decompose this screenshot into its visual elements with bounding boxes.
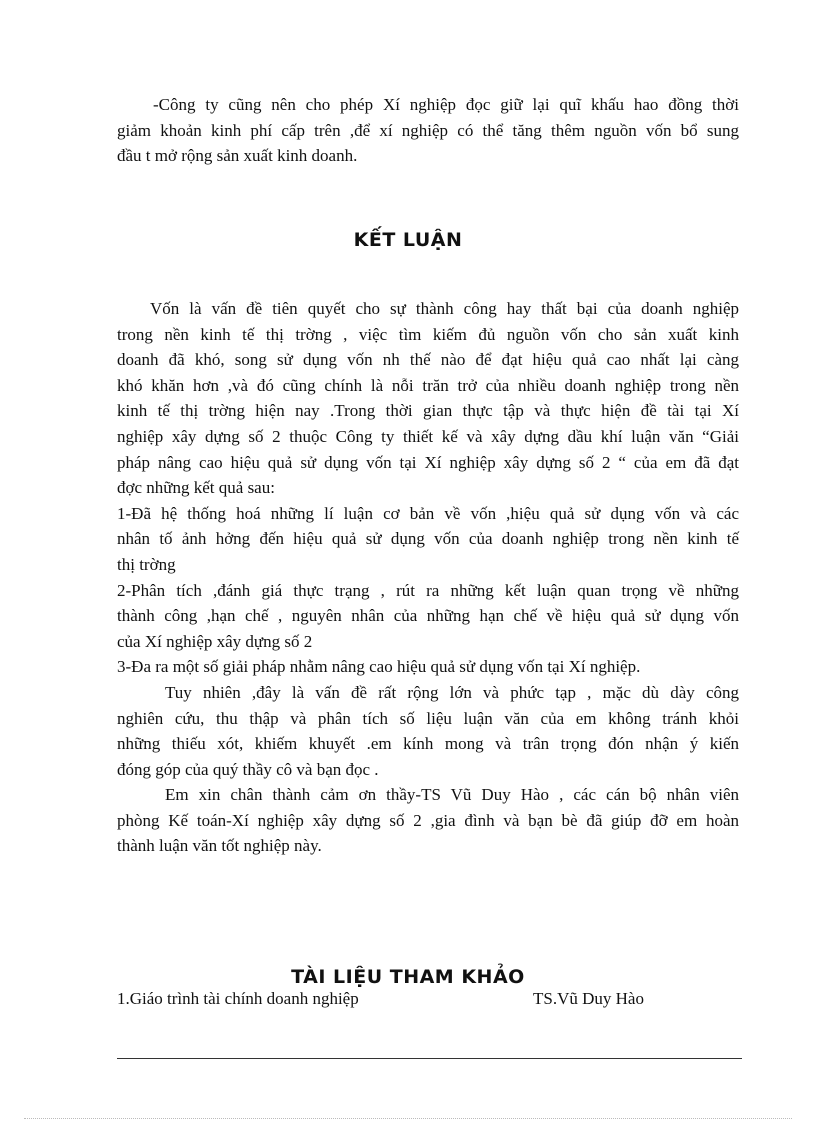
conclusion-line: những thiếu xót, khiếm khuyết .em kính mong và trân trọng đón nhận ý kiến [117,734,739,754]
conclusion-line: phòng Kế toán-Xí nghiệp xây dựng số 2 ,gia đình và bạn bè đã giúp đỡ em hoàn [117,810,739,830]
conclusion-line: kinh tế thị trờng hiện nay .Trong thời gian thực tập và thực hiện đề tài tại Xí [117,401,739,421]
conclusion-line: trong nền kinh tế thị trờng , việc tìm kiếm đủ nguồn vốn cho sản xuất kinh [117,324,739,344]
conclusion-line: của Xí nghiệp xây dựng số 2 [117,631,313,651]
conclusion-line: pháp nâng cao hiệu quả sử dụng vốn tại Xí nghiệp xây dựng số 2 “ của em đã đạt [117,452,739,472]
conclusion-line: 1-Đã hệ thống hoá những lí luận cơ bản về vốn ,hiệu quả sử dụng vốn và các [117,503,739,523]
intro-paragraph [117,92,739,169]
conclusion-line: thị trờng [117,554,176,574]
intro-line: đầu t mở rộng sản xuất kinh doanh. [117,146,358,166]
reference-author: TS.Vũ Duy Hào [533,989,644,1008]
conclusion-line: Em xin chân thành cảm ơn thầy-TS Vũ Duy Hào , các cán bộ nhân viên [165,785,739,805]
intro-line: giảm khoản kinh phí cấp trên ,để xí nghiệp có thể tăng thêm nguồn vốn bổ sung [117,120,739,140]
intro-line: -Công ty cũng nên cho phép Xí nghiệp đọc giữ lại quĩ khấu hao đồng thời [153,95,739,114]
conclusion-line: đợc những kết quả sau: [117,478,275,498]
conclusion-line: nghiệp xây dựng số 2 thuộc Công ty thiết kế và xây dựng dầu khí luận văn “Giải [117,426,739,446]
conclusion-line: nhân tố ảnh hởng đến hiệu quả sử dụng vốn của doanh nghiệp trong nền kinh tế [117,529,739,549]
conclusion-line: thành công ,hạn chế , nguyên nhân của những hạn chế về hiệu quả sử dụng vốn [117,606,739,626]
conclusion-line: thành luận văn tốt nghiệp này. [117,836,322,856]
conclusion-heading: KẾT LUẬN [353,229,463,251]
conclusion-line: 3-Đa ra một số giải pháp nhằm nâng cao hiệu quả sử dụng vốn tại Xí nghiệp. [117,657,641,677]
references-heading: TÀI LIỆU THAM KHẢO [291,966,525,988]
conclusion-line: Tuy nhiên ,đây là vấn đề rất rộng lớn và phức tạp , mặc dù dày công [165,682,739,702]
conclusion-line: nghiên cứu, thu thập và phân tích số liệu luận văn của em không tránh khỏi [117,708,739,728]
reference-title: 1.Giáo trình tài chính doanh nghiệp [117,989,359,1008]
conclusion-body [117,296,739,859]
page-bottom-divider [24,1118,792,1119]
conclusion-line: khó khăn hơn ,và đó cũng chính là nỗi trăn trở của nhiều doanh nghiệp trong nền [117,375,739,395]
footer-rule [117,1058,742,1059]
conclusion-line: 2-Phân tích ,đánh giá thực trạng , rút ra những kết luận quan trọng về những [117,580,739,600]
conclusion-line: doanh đã khó, song sử dụng vốn nh thế nào để đạt hiệu quả cao nhất lại càng [117,350,739,370]
conclusion-line: Vốn là vấn đề tiên quyết cho sự thành công hay thất bại của doanh nghiệp [150,299,739,318]
conclusion-line: đóng góp của quý thầy cô và bạn đọc . [117,759,379,779]
